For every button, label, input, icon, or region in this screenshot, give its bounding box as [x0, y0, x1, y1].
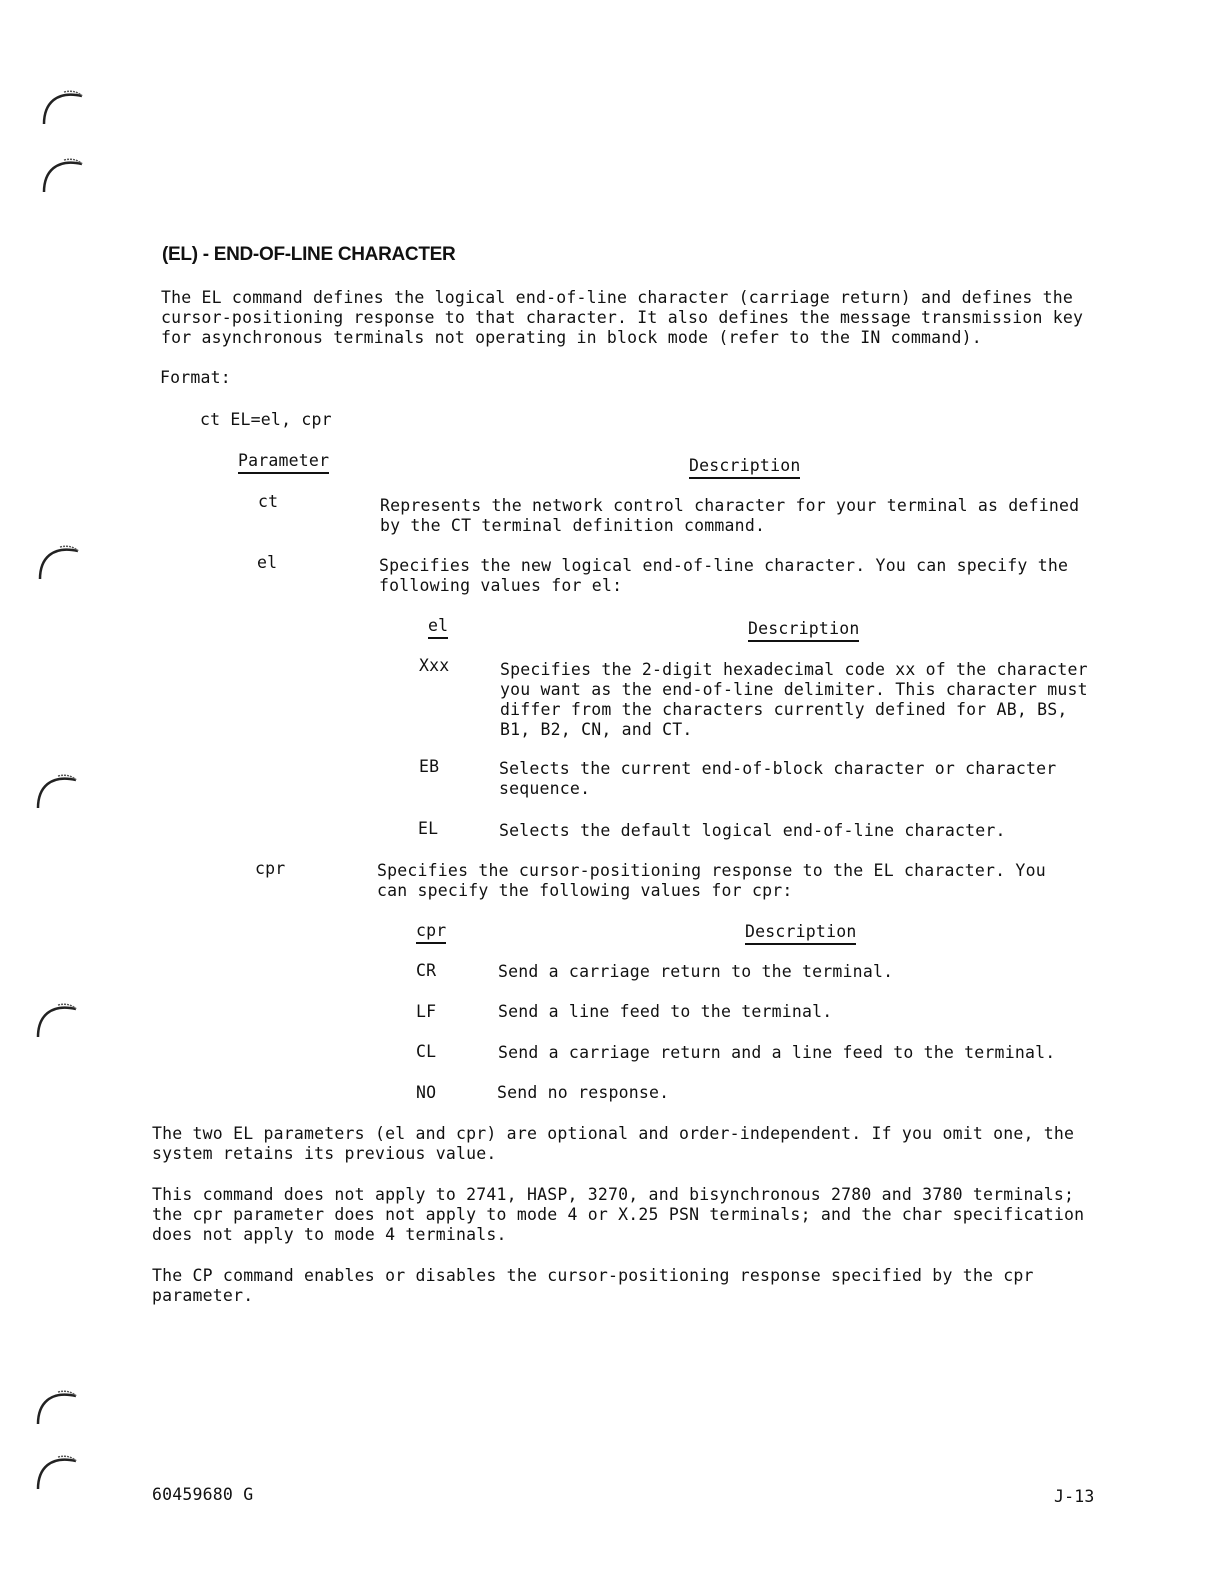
el-value-desc: Specifies the 2-digit hexadecimal code xx of the character you want as the end-of-line delimiter. This character must differ from the characters currently defined for AB, BS, B1, B2, CN, and CT. [500, 660, 1088, 739]
punch-hole-mark [34, 150, 94, 200]
footer-doc-number: 60459680 G [152, 1485, 254, 1504]
cpr-desc-header-text: Description [745, 922, 856, 945]
punch-hole-mark [28, 1382, 88, 1432]
el-value-code: EL [418, 819, 439, 838]
format-label: Format: [160, 368, 231, 387]
description-column-header [689, 456, 800, 479]
punch-hole-mark [28, 1447, 88, 1497]
note-cp-command: The CP command enables or disables the cursor-positioning response specified by the cpr parameter. [152, 1266, 1034, 1305]
param-name-el: el [257, 553, 278, 572]
description-header-text: Description [689, 456, 800, 479]
punch-hole-mark [28, 995, 88, 1045]
el-value-desc: Selects the default logical end-of-line character. [499, 821, 1006, 840]
intro-paragraph: The EL command defines the logical end-of-line character (carriage return) and defines the cursor-positioning response to that character. It also defines the message transmission key for asynchronous terminals not operating in block mode (refer to the IN command). [161, 288, 1084, 347]
param-desc-el: Specifies the new logical end-of-line character. You can specify the following values for el: [379, 556, 1069, 595]
param-name-cpr: cpr [255, 859, 286, 878]
cpr-value-code: NO [416, 1083, 437, 1102]
punch-hole-mark [34, 82, 94, 132]
el-value-code: Xxx [419, 656, 450, 675]
note-optional-params: The two EL parameters (el and cpr) are optional and order-independent. If you omit one, the system retains its previous value. [152, 1124, 1075, 1163]
format-syntax: ct EL=el, cpr [200, 410, 332, 429]
param-desc-cpr: Specifies the cursor-positioning response to the EL character. You can specify the following values for cpr: [377, 861, 1046, 900]
footer-page-number: J-13 [1054, 1487, 1095, 1506]
note-applicability: This command does not apply to 2741, HASP, 3270, and bisynchronous 2780 and 3780 terminals; the cpr parameter does not apply to mode 4 or X.25 PSN terminals; and the char specification does not apply to mode 4 terminals. [152, 1185, 1085, 1244]
parameter-column-header [238, 451, 329, 474]
cpr-subtable-desc-header [745, 922, 856, 945]
el-subtable-desc-header [748, 619, 859, 642]
cpr-value-code: CL [416, 1042, 437, 1061]
cpr-value-desc: Send a line feed to the terminal. [498, 1002, 833, 1021]
cpr-value-code: LF [416, 1002, 437, 1021]
el-code-header-text: el [428, 616, 448, 639]
punch-hole-mark [30, 537, 90, 587]
parameter-header-text: Parameter [238, 451, 329, 474]
el-value-desc: Selects the current end-of-block character or character sequence. [499, 759, 1057, 798]
param-name-ct: ct [258, 492, 279, 511]
el-value-code: EB [419, 757, 440, 776]
cpr-value-desc: Send no response. [497, 1083, 670, 1102]
cpr-value-code: CR [416, 961, 437, 980]
cpr-subtable-code-header [416, 921, 446, 944]
section-heading: (EL) - END-OF-LINE CHARACTER [162, 244, 456, 265]
cpr-value-desc: Send a carriage return and a line feed to the terminal. [498, 1043, 1056, 1062]
el-subtable-code-header [428, 616, 448, 639]
punch-hole-mark [28, 766, 88, 816]
cpr-code-header-text: cpr [416, 921, 446, 944]
cpr-value-desc: Send a carriage return to the terminal. [498, 962, 894, 981]
el-desc-header-text: Description [748, 619, 859, 642]
param-desc-ct: Represents the network control character for your terminal as defined by the CT terminal definition command. [380, 496, 1080, 535]
